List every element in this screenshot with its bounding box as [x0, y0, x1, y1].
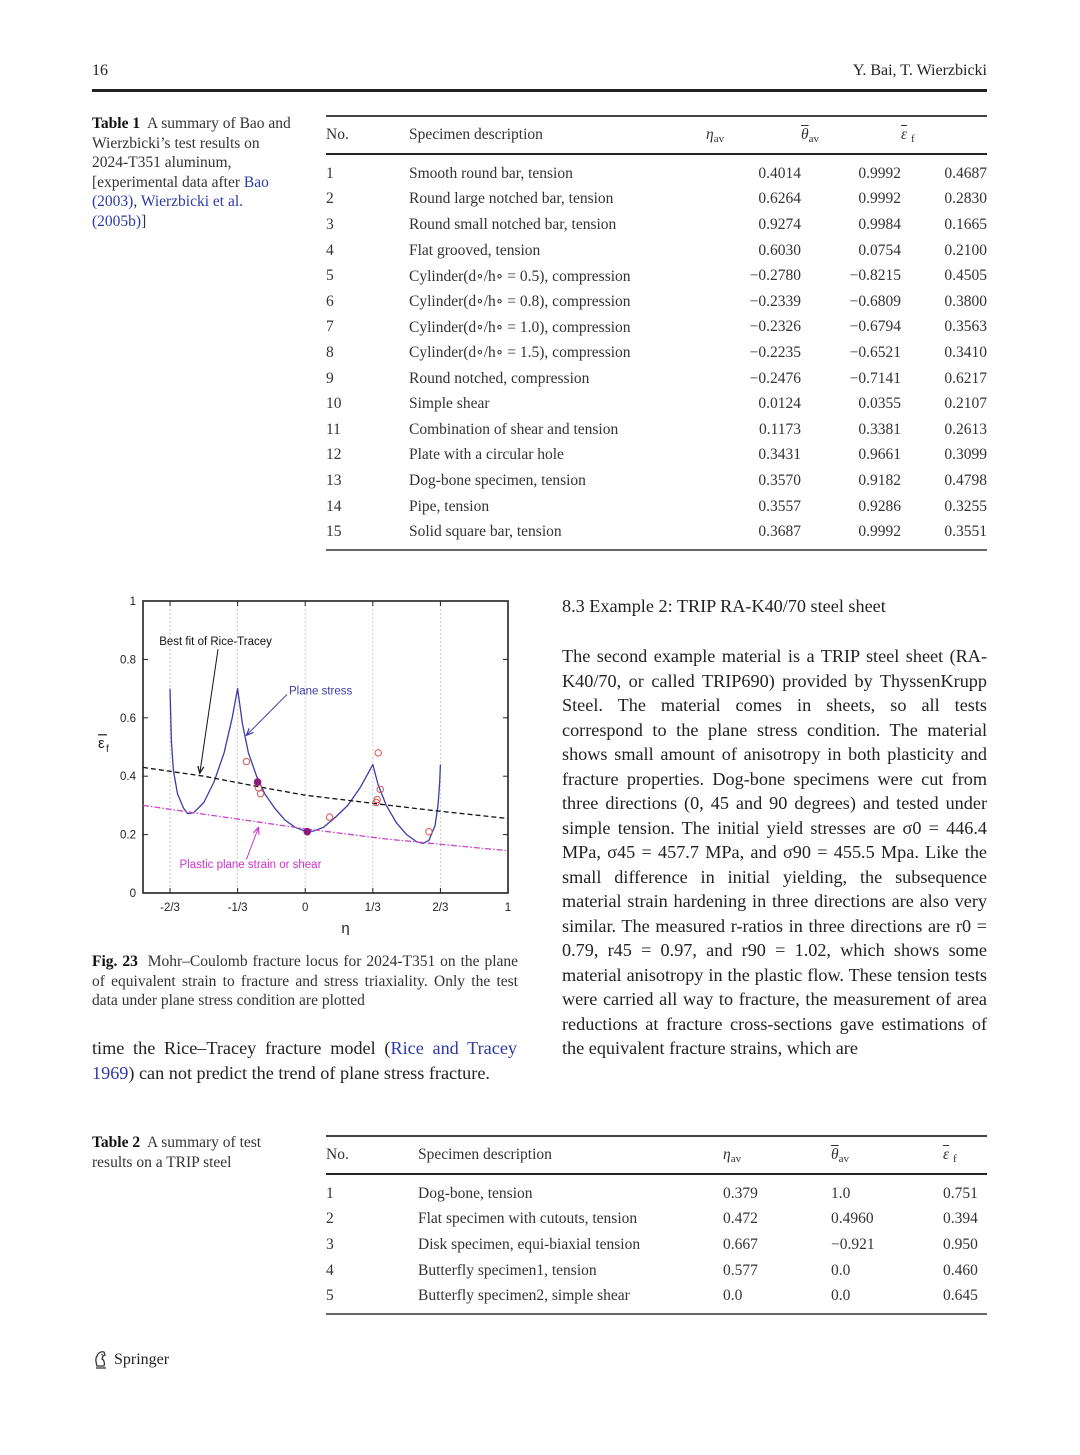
cell-strain: 0.3800: [944, 292, 987, 310]
x-tick-label: 2/3: [432, 902, 449, 914]
table-row: [326, 1232, 987, 1258]
cell-theta: 0.9984: [858, 215, 901, 233]
cell-theta: −0.7141: [849, 369, 901, 387]
cell-no: 14: [326, 497, 342, 515]
cell-eta: 0.3687: [706, 519, 801, 550]
cell-strain: 0.2107: [944, 395, 987, 413]
table2-header-row: [326, 1136, 987, 1174]
cell-eta: −0.2476: [749, 369, 801, 387]
x-axis-label: η: [341, 920, 350, 935]
cell-strain: 0.645: [943, 1283, 987, 1314]
y-tick-label: 0.4: [120, 771, 136, 784]
annotation-label: Best fit of Rice-Tracey: [159, 635, 272, 648]
cell-description: Round large notched bar, tension: [409, 190, 614, 208]
data-point-open: [243, 758, 249, 764]
data-point-open: [426, 828, 432, 834]
figure-caption: [92, 952, 518, 1011]
cell-strain: 0.3099: [944, 446, 987, 464]
citation-link-rice-tracey[interactable]: Rice and Tracey 1969: [92, 1038, 517, 1083]
cell-eta: 0.3557: [758, 497, 801, 515]
cell-no: 4: [326, 241, 334, 259]
table-row: [326, 417, 987, 443]
citation-link-bao[interactable]: Bao (2003): [92, 173, 269, 211]
cell-description: Disk specimen, equi-biaxial tension: [418, 1235, 641, 1253]
x-tick-label: 1: [504, 902, 512, 914]
section-heading: 8.3 Example 2: TRIP RA-K40/70 steel sheet: [562, 596, 886, 616]
cell-eta: 0.577: [723, 1261, 758, 1279]
column-header-no: [326, 1136, 418, 1174]
cell-no: 1: [326, 1184, 334, 1202]
cell-theta: 0.9286: [858, 497, 901, 515]
cell-theta: 0.0: [831, 1261, 851, 1279]
table-row: [326, 1207, 987, 1233]
y-tick-label: 1: [129, 596, 136, 608]
cell-description: Butterfly specimen2, simple shear: [418, 1283, 723, 1314]
cell-eta: 0.6264: [758, 190, 801, 208]
cell-theta: −0.6809: [849, 292, 901, 310]
springer-horse-icon: [92, 1350, 110, 1370]
cell-theta: 0.9992: [858, 164, 901, 182]
cell-strain: 0.4687: [944, 164, 987, 182]
cell-theta: 0.3381: [858, 420, 901, 438]
table-row: [326, 187, 987, 213]
cell-strain: 0.394: [943, 1210, 978, 1228]
table-row: [326, 315, 987, 341]
cell-eta: 0.379: [723, 1184, 758, 1202]
cell-strain: 0.4505: [944, 267, 987, 285]
cell-strain: 0.751: [943, 1184, 978, 1202]
cell-strain: 0.3551: [901, 519, 987, 550]
column-header-theta: $\overline{\theta}_{av}$: [801, 116, 901, 154]
table1-caption-text: A summary of Bao and Wierzbicki’s test results on 2024-T351 aluminum, [experimental data after: [92, 115, 291, 191]
y-tick-label: 0.6: [120, 712, 136, 725]
table-row: [326, 366, 987, 392]
column-header-no: [326, 116, 409, 154]
data-point-open: [375, 750, 381, 756]
column-header-theta: $\overline{\theta}_{av}$: [831, 1136, 943, 1174]
cell-eta: 0.6030: [758, 241, 801, 259]
column-header-description: [418, 1136, 723, 1174]
cell-description: Plate with a circular hole: [409, 446, 564, 464]
annotation-arrow: [246, 694, 287, 735]
column-header-strain: $\overline{\varepsilon}$ $_f$: [943, 1136, 987, 1174]
y-axis-label: ε: [98, 734, 105, 752]
cell-description: Pipe, tension: [409, 497, 490, 515]
cell-theta: −0.6521: [849, 343, 901, 361]
table2: [326, 1135, 987, 1315]
caption-separator: ,: [133, 193, 141, 211]
cell-theta: −0.6794: [849, 318, 901, 336]
table-row: [326, 494, 987, 520]
figure-caption-label: Fig. 23: [92, 953, 138, 970]
left-body-paragraph: [92, 1036, 517, 1085]
table-row: [326, 263, 987, 289]
cell-theta: 0.0355: [858, 395, 901, 413]
header-rule: [92, 89, 987, 92]
y-axis-label-subscript: f: [106, 743, 109, 755]
annotation-arrow: [200, 649, 218, 773]
column-header-eta: $\eta_{av}$: [706, 116, 801, 154]
cell-description: Cylinder(d∘/h∘ = 1.5), compression: [409, 344, 631, 362]
data-point-open: [326, 814, 332, 820]
fracture-locus-chart: [88, 590, 528, 935]
body-text: ) can not predict the trend of plane stress fracture.: [128, 1062, 490, 1083]
cell-no: 15: [326, 519, 409, 550]
cell-description: Flat specimen with cutouts, tension: [418, 1210, 638, 1228]
x-tick-label: -2/3: [160, 902, 180, 914]
cell-no: 2: [326, 1210, 334, 1228]
annotation-label: Plastic plane strain or shear: [179, 859, 322, 872]
body-text: time the Rice–Tracey fracture model (: [92, 1038, 391, 1058]
page-number: 16: [92, 62, 108, 79]
cell-no: 4: [326, 1261, 334, 1279]
cell-no: 3: [326, 215, 334, 233]
y-tick-label: 0.8: [120, 654, 136, 667]
cell-description: Butterfly specimen1, tension: [418, 1261, 597, 1279]
table-row: [326, 391, 987, 417]
cell-strain: 0.460: [943, 1261, 978, 1279]
header-label: Specimen description: [409, 126, 543, 143]
cell-no: 9: [326, 369, 334, 387]
data-point-filled: [303, 828, 311, 836]
cell-strain: 0.3255: [944, 497, 987, 515]
header-label: No.: [326, 126, 349, 143]
cell-theta: 0.9182: [858, 471, 901, 489]
table-row: [326, 212, 987, 238]
data-point-filled: [254, 778, 262, 786]
cell-theta: 0.4960: [831, 1210, 874, 1228]
table2-caption: [92, 1133, 292, 1172]
cell-no: 3: [326, 1235, 334, 1253]
cell-theta: 0.0: [831, 1283, 943, 1314]
table-row: [326, 1258, 987, 1284]
cell-strain: 0.950: [943, 1235, 978, 1253]
table-row: [326, 519, 987, 550]
table-row: [326, 289, 987, 315]
cell-eta: 0.0: [723, 1283, 831, 1314]
cell-theta: 0.9992: [858, 190, 901, 208]
cell-no: 2: [326, 190, 334, 208]
cell-eta: 0.1173: [758, 420, 801, 438]
citation-link-wierzbicki[interactable]: Wierzbicki et al. (2005b): [92, 193, 244, 230]
table-row: [326, 468, 987, 494]
cell-no: 13: [326, 471, 342, 489]
cell-eta: −0.2235: [749, 343, 801, 361]
cell-description: Solid square bar, tension: [409, 519, 706, 550]
x-tick-label: -1/3: [227, 902, 248, 914]
cell-eta: 0.3570: [758, 471, 801, 489]
cell-no: 7: [326, 318, 334, 336]
cell-strain: 0.4798: [944, 471, 987, 489]
table1-caption: [92, 114, 292, 232]
cell-eta: 0.667: [723, 1235, 758, 1253]
table-row: [326, 443, 987, 469]
column-header-strain: $\overline{\varepsilon}$ $_f$: [901, 116, 987, 154]
cell-eta: 0.472: [723, 1210, 758, 1228]
cell-theta: 1.0: [831, 1184, 851, 1202]
annotation-label: Plane stress: [289, 685, 353, 698]
cell-strain: 0.2830: [944, 190, 987, 208]
cell-strain: 0.3563: [944, 318, 987, 336]
section-paragraph: The second example material is a TRIP steel sheet (RA-K40/70, or called TRIP690) provided by ThyssenKrupp Steel. The material comes in sheets, so all tests correspond to the plane stress condition. The material shows small amount of anisotropy in both plasticity and fracture properties. Dog-bone specimens were cut from three directions (0, 45 and 90 degrees) and tested under simple tension. The initial yield stresses are σ0 = 446.4 MPa, σ45 = 457.7 MPa, and σ90 = 455.5 Mpa. Like the small difference in initial yielding, the subsequence material strain hardening in three directions are also very similar. The measured r-ratios in three directions are r0 = 0.79, r45 = 0.97, and r90 = 1.02, which shows some material anisotropy in the plastic flow. These tension tests were carried all way to fracture, the measurement of area reductions at fracture cross-sections gave estimations of the equivalent fracture strains, which are: [562, 646, 987, 1058]
cell-no: 10: [326, 395, 342, 413]
cell-eta: 0.9274: [758, 215, 801, 233]
cell-no: 8: [326, 343, 334, 361]
cell-strain: 0.1665: [944, 215, 987, 233]
cell-description: Cylinder(d∘/h∘ = 0.5), compression: [409, 267, 631, 285]
table1-caption-label: Table 1: [92, 115, 141, 132]
cell-description: Round notched, compression: [409, 369, 590, 387]
cell-eta: 0.3431: [758, 446, 801, 464]
cell-eta: 0.0124: [758, 395, 801, 413]
cell-description: Simple shear: [409, 395, 490, 413]
cell-description: Flat grooved, tension: [409, 241, 541, 259]
header-label: No.: [326, 1146, 349, 1163]
cell-strain: 0.6217: [944, 369, 987, 387]
cell-theta: 0.9992: [801, 519, 901, 550]
table-row: [326, 1174, 987, 1207]
cell-theta: 0.0754: [858, 241, 901, 259]
table2-caption-label: Table 2: [92, 1134, 141, 1151]
cell-description: Cylinder(d∘/h∘ = 1.0), compression: [409, 318, 631, 336]
running-head-authors: Y. Bai, T. Wierzbicki: [852, 62, 987, 79]
cell-theta: 0.9661: [858, 446, 901, 464]
table2-caption-text: A summary of test results on a TRIP steel: [92, 1134, 262, 1171]
column-header-eta: $\eta_{av}$: [723, 1136, 831, 1174]
cell-no: 12: [326, 446, 342, 464]
cell-eta: 0.4014: [758, 164, 801, 182]
y-tick-label: 0: [129, 888, 136, 900]
cell-description: Dog-bone specimen, tension: [409, 471, 586, 489]
cell-description: Round small notched bar, tension: [409, 215, 617, 233]
cell-eta: −0.2339: [749, 292, 801, 310]
cell-no: 11: [326, 420, 341, 438]
y-tick-label: 0.2: [120, 829, 136, 842]
x-tick-label: 1/3: [364, 902, 381, 914]
publisher-name: Springer: [114, 1351, 170, 1368]
table-row: [326, 340, 987, 366]
cell-no: 5: [326, 267, 334, 285]
header-label: Specimen description: [418, 1146, 552, 1163]
cell-no: 6: [326, 292, 334, 310]
cell-description: Smooth round bar, tension: [409, 164, 573, 182]
data-point-open: [257, 791, 263, 797]
cell-strain: 0.2100: [944, 241, 987, 259]
x-tick-label: 0: [302, 902, 309, 914]
cell-no: 1: [326, 164, 334, 182]
column-header-description: [409, 116, 706, 154]
table-row: [326, 238, 987, 264]
series-best-fit-of-rice-tracey: [143, 767, 508, 818]
publisher-logo: [92, 1350, 169, 1370]
table1-header-row: [326, 116, 987, 154]
table1: [326, 115, 987, 551]
cell-strain: 0.2613: [944, 420, 987, 438]
figure-caption-text: Mohr–Coulomb fracture locus for 2024-T351 on the plane of equivalent strain to fracture and stress triaxiality. Only the test data under plane stress condition are plotted: [92, 953, 519, 1010]
cell-description: Dog-bone, tension: [418, 1184, 533, 1202]
table-row: [326, 1283, 987, 1314]
cell-theta: −0.921: [831, 1235, 875, 1253]
cell-eta: −0.2780: [749, 267, 801, 285]
cell-strain: 0.3410: [944, 343, 987, 361]
cell-description: Cylinder(d∘/h∘ = 0.8), compression: [409, 293, 631, 311]
annotation-arrow: [246, 827, 258, 859]
table-row: [326, 154, 987, 187]
cell-eta: −0.2326: [749, 318, 801, 336]
cell-no: 5: [326, 1283, 418, 1314]
cell-description: Combination of shear and tension: [409, 420, 619, 438]
caption-end: ]: [141, 212, 147, 230]
cell-theta: −0.8215: [849, 267, 901, 285]
